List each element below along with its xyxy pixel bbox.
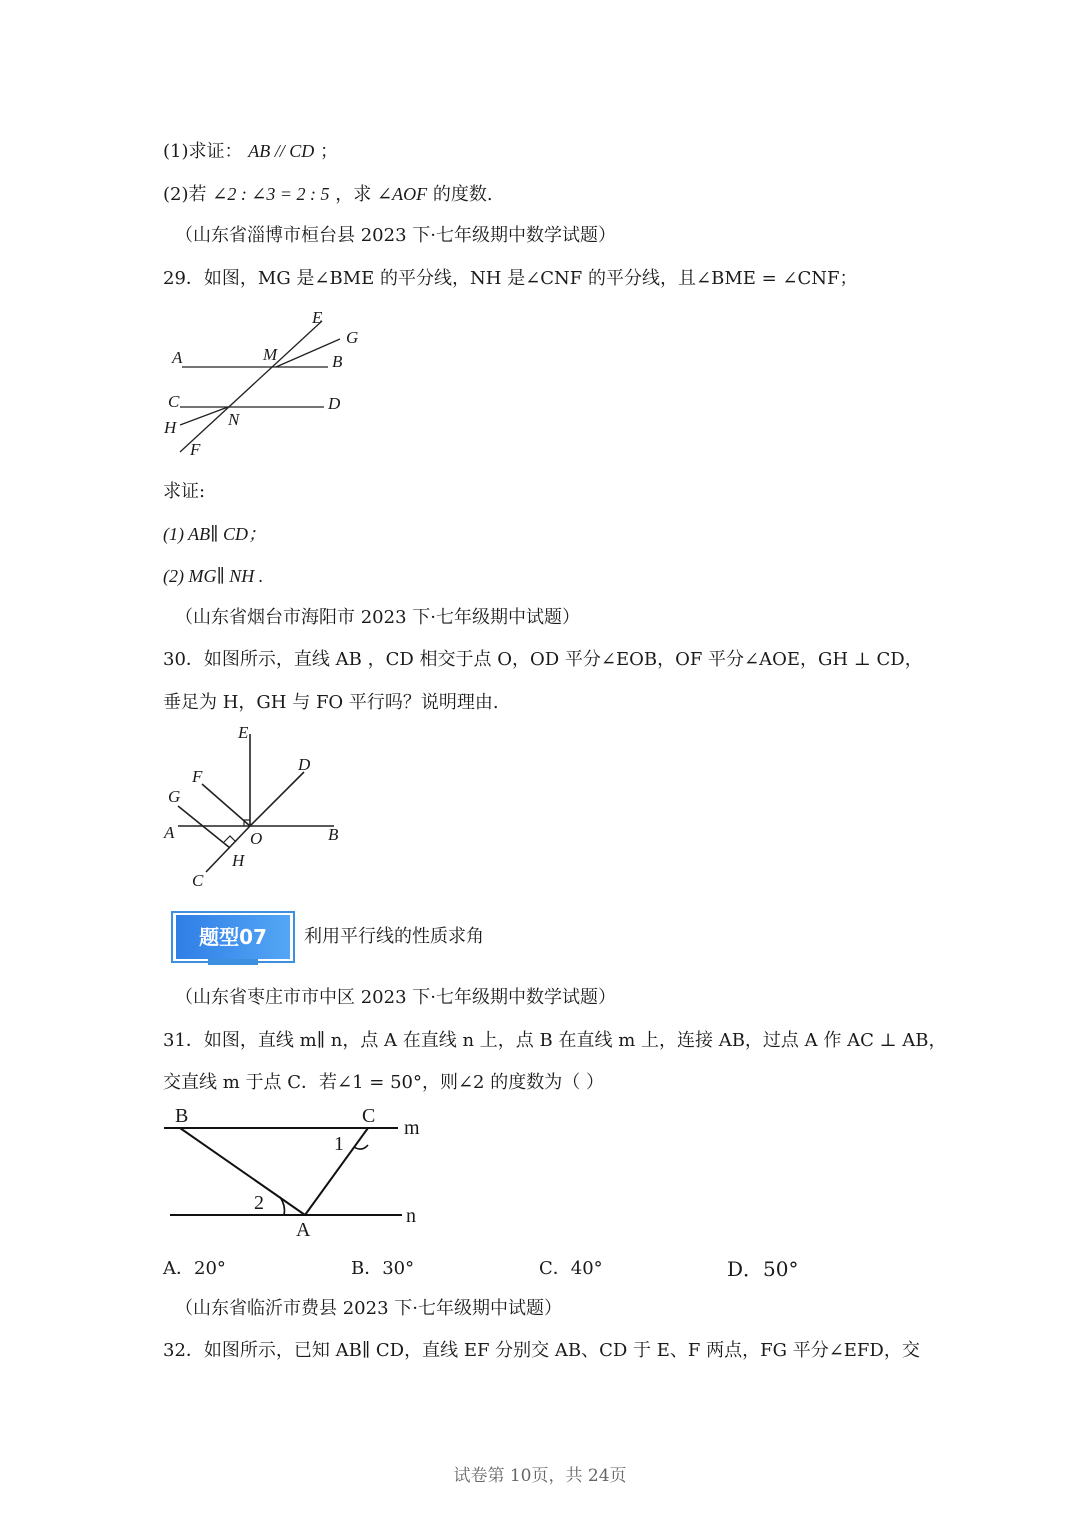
- q30-label-e: E: [238, 723, 249, 742]
- section-badge: [168, 907, 300, 967]
- page-footer: 试卷第 10页，共 24页: [453, 1466, 627, 1486]
- q31-figure: [158, 1100, 438, 1242]
- q30-label-o: O: [250, 829, 263, 848]
- q31-label-c: C: [362, 1105, 376, 1127]
- q28-part1-math: AB // CD: [248, 141, 315, 161]
- q29-label-b: B: [332, 352, 343, 371]
- q31-stem-line2: 交直线 m 于点 C．若∠1 = 50°，则∠2 的度数为（ ）: [163, 1072, 604, 1093]
- source-30: （山东省烟台市海阳市 2023 下·七年级期中试题）: [175, 607, 580, 628]
- source-32: （山东省临沂市费县 2023 下·七年级期中试题）: [175, 1298, 562, 1319]
- q30-label-a: A: [164, 823, 175, 842]
- q30-stem-line1: 30．如图所示，直线 AB ，CD 相交于点 O，OD 平分∠EOB，OF 平分∠AOE，GH ⊥ CD，: [163, 649, 923, 670]
- q32-stem-line1: 32．如图所示，已知 AB∥ CD，直线 EF 分别交 AB、CD 于 E、F 两点，FG 平分∠EFD，交: [163, 1340, 920, 1361]
- q29-label-n: N: [228, 410, 240, 429]
- q29-label-c: C: [168, 392, 180, 411]
- q30-figure: [158, 720, 358, 892]
- q28-part1: (1)求证： AB // CD ；: [163, 141, 338, 162]
- q29-stem: 29．如图，MG 是∠BME 的平分线，NH 是∠CNF 的平分线，且∠BME = ∠CNF；: [163, 268, 858, 289]
- q29-label-g: G: [346, 328, 359, 347]
- source-31: （山东省枣庄市市中区 2023 下·七年级期中数学试题）: [175, 987, 616, 1008]
- q31-stem-line1: 31．如图，直线 m∥ n，点 A 在直线 n 上，点 B 在直线 m 上，连接 AB，过点 A 作 AC ⊥ AB，: [163, 1030, 947, 1051]
- option-b[interactable]: B．30°: [351, 1258, 415, 1279]
- q29-prove: 求证:: [163, 481, 206, 502]
- q31-label-m: m: [404, 1117, 420, 1139]
- section-title: 利用平行线的性质求角: [304, 926, 484, 947]
- q30-label-d: D: [298, 755, 311, 774]
- q31-label-angle2: 2: [254, 1192, 264, 1214]
- option-d[interactable]: D．50°: [727, 1257, 799, 1281]
- section-badge-text: 题型07: [176, 915, 290, 959]
- q30-label-c: C: [192, 871, 204, 890]
- q29-label-e: E: [312, 308, 323, 327]
- q29-figure: [160, 305, 370, 465]
- q30-label-b: B: [328, 825, 339, 844]
- q31-label-a: A: [296, 1219, 311, 1241]
- q31-label-n: n: [406, 1205, 416, 1227]
- q31-label-b: B: [175, 1105, 189, 1127]
- q29-label-a: A: [172, 348, 183, 367]
- q30-stem-line2: 垂足为 H，GH 与 FO 平行吗？说明理由.: [163, 692, 499, 713]
- q30-label-f: F: [192, 767, 203, 786]
- q30-label-h: H: [232, 851, 245, 870]
- q29-label-h: H: [164, 418, 177, 437]
- q28-part2: (2)若 ∠2 : ∠3 = 2 : 5 ，求 ∠AOF 的度数.: [163, 184, 493, 205]
- q29-label-d: D: [328, 394, 341, 413]
- q31-label-angle1: 1: [334, 1133, 344, 1155]
- q29-label-m: M: [263, 345, 278, 364]
- q29-part1: (1) AB∥ CD；: [163, 524, 266, 544]
- q29-label-f: F: [190, 440, 201, 459]
- option-c[interactable]: C．40°: [539, 1258, 603, 1279]
- option-a[interactable]: A．20°: [163, 1258, 226, 1279]
- source-29: （山东省淄博市桓台县 2023 下·七年级期中数学试题）: [175, 225, 616, 246]
- q29-part2: (2) MG∥ NH .: [163, 566, 264, 586]
- q30-label-g: G: [168, 787, 181, 806]
